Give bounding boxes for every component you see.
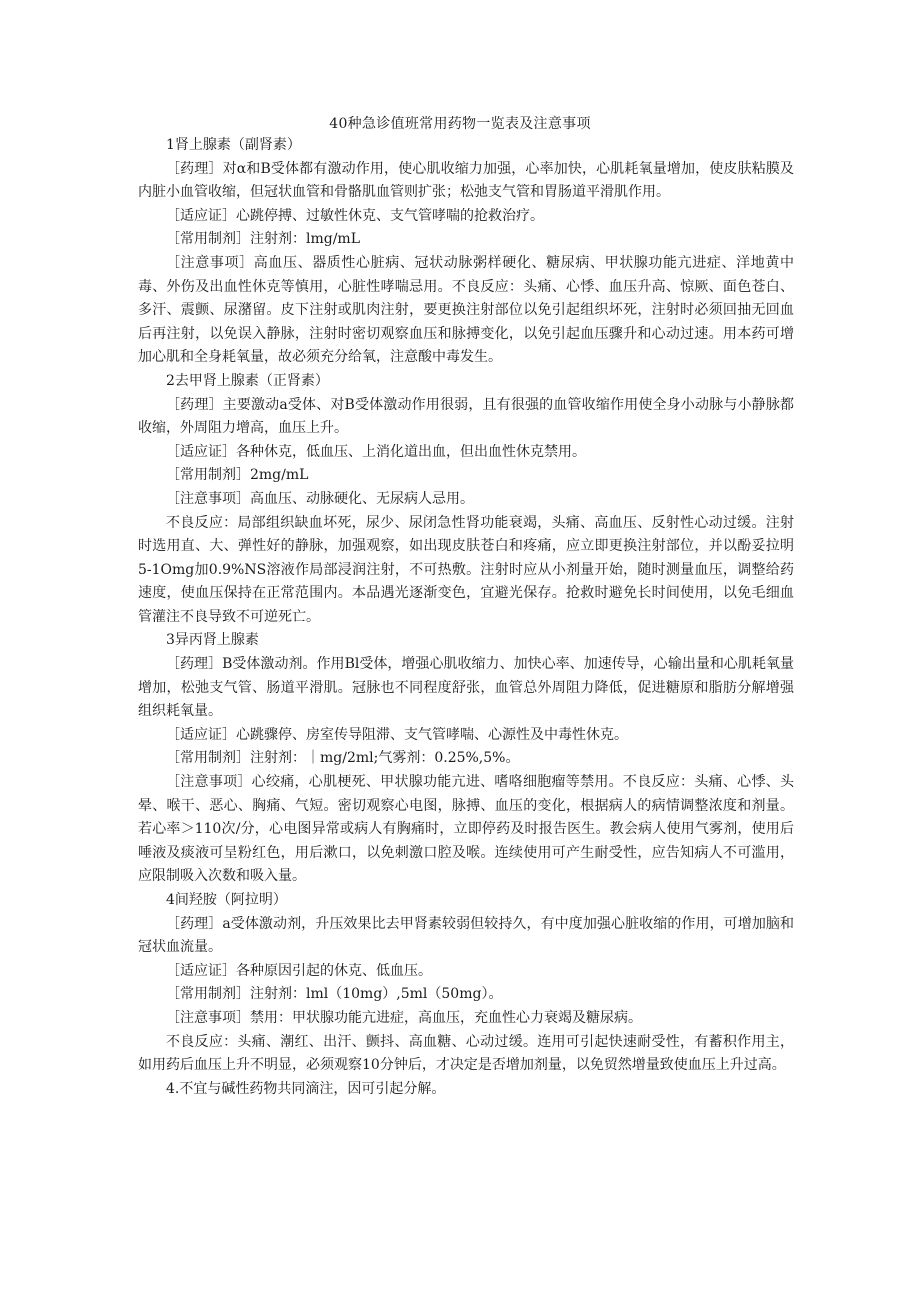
section-heading: 1肾上腺素（副肾素） xyxy=(166,137,301,153)
paragraph: ［常用制剂］注射剂：｜mg∕2ml;气雾剂：0.25%,5%。 xyxy=(166,750,520,767)
section-heading: 2去甲肾上腺素（正肾素） xyxy=(166,372,329,389)
section-heading: 3异丙肾上腺素 xyxy=(166,632,259,649)
paragraph: ［药理］a受体激动剂，升压效果比去甲肾素较弱但较持久，有中度加强心脏收缩的作用，可增加脑和冠状血流量。 xyxy=(138,915,794,956)
paragraph: 4.不宜与碱性药物共同滴注，因可引起分解。 xyxy=(166,1080,446,1097)
section-heading: 4间羟胺（阿拉明） xyxy=(166,892,287,908)
document-title: 40种急诊值班常用药物一览表及注意事项 xyxy=(329,116,591,132)
paragraph: ［注意事项］高血压、器质性心脏病、冠状动脉粥样硬化、糖尿病、甲状腺功能亢进症、洋地黄中毒、外伤及出血性休克等慎用，心脏性哮喘忌用。不良反应：头痛、心悸、血压升高、惊厥、面色苍白、多汗、震颤、尿潴留。皮下注射或肌肉注射，要更换注射部位以免引起组织坏死，注射时必须回抽无回血后再注射，以免误入静脉，注射时密切观察血压和脉搏变化，以免引起血压骤升和心动过速。用本药可增加心肌和全身耗氧量，故必须充分给氧，注意酸中毒发生。 xyxy=(138,254,794,366)
paragraph: ［适应证］心跳骤停、房室传导阻滞、支气管哮喘、心源性及中毒性休克。 xyxy=(166,726,628,743)
paragraph: 不良反应：头痛、潮红、出汗、颤抖、高血糖、心动过缓。连用可引起快速耐受性，有蓄积作用主，如用药后血压上升不明显，必须观察10分钟后，才决定是否增加剂量，以免贸然增量致使血压上升过高。 xyxy=(138,1033,794,1074)
paragraph: ［适应证］各种休克，低血压、上消化道出血，但出血性休克禁用。 xyxy=(166,443,586,460)
paragraph: ［适应证］心跳停搏、过敏性休克、支气管哮喘的抢救治疗。 xyxy=(166,207,544,224)
paragraph: ［药理］对α和B受体都有激动作用，使心肌收缩力加强，心率加快，心肌耗氧量增加，使皮肤粘膜及内脏小血管收缩，但冠状血管和骨骼肌血管则扩张；松弛支气管和胃肠道平滑肌作用。 xyxy=(138,160,794,201)
paragraph: ［药理］B受体激动剂。作用Bl受体，增强心肌收缩力、加快心率、加速传导，心输出量和心肌耗氧量增加，松弛支气管、肠道平滑肌。冠脉也不同程度舒张，血管总外周阻力降低，促进糖原和脂肪分解增强组织耗氧量。 xyxy=(138,656,794,720)
paragraph: ［注意事项］心绞痛，心肌梗死、甲状腺功能亢进、嗜咯细胞瘤等禁用。不良反应：头痛、心悸、头晕、喉干、恶心、胸痛、气短。密切观察心电图，脉搏、血压的变化，根据病人的病情调整浓度和剂量。若心率＞110次/分，心电图异常或病人有胸痛时，立即停药及时报告医生。教会病人使用气雾剂，使用后唾液及痰液可呈粉红色，用后漱口，以免刺激口腔及喉。连续使用可产生耐受性，应告知病人不可滥用，应限制吸入次数和吸入量。 xyxy=(138,774,794,885)
paragraph: ［药理］主要激动a受体、对B受体激动作用很弱，且有很强的血管收缩作用使全身小动脉与小静脉都收缩，外周阻力增高，血压上升。 xyxy=(138,396,794,437)
paragraph: ［注意事项］高血压、动脉硬化、无尿病人忌用。 xyxy=(166,490,474,507)
paragraph: ［常用制剂］注射剂：lml（10mg）,5ml（50mg）。 xyxy=(166,986,503,1003)
document-body xyxy=(138,134,794,1101)
paragraph: ［常用制剂］2mg∕mL xyxy=(166,467,309,484)
paragraph: ［常用制剂］注射剂：lmg∕mL xyxy=(166,231,361,248)
paragraph: ［注意事项］禁用：甲状腺功能亢进症，高血压，充血性心力衰竭及糖尿病。 xyxy=(166,1009,642,1026)
paragraph: 不良反应：局部组织缺血坏死，尿少、尿闭急性肾功能衰竭，头痛、高血压、反射性心动过缓。注射时选用直、大、弹性好的静脉，加强观察，如出现皮肤苍白和疼痛，应立即更换注射部位，并以酚妥拉明5-1Omg加0.9%NS溶液作局部浸润注射，不可热敷。注射时应从小剂量开始，随时测量血压，调整给药速度，使血压保持在正常范围内。本品遇光逐渐变色，宜避光保存。抢救时避免长时间使用，以免毛细血管灌注不良导致不可逆死亡。 xyxy=(138,514,794,625)
paragraph: ［适应证］各种原因引起的休克、低血压。 xyxy=(166,962,432,979)
